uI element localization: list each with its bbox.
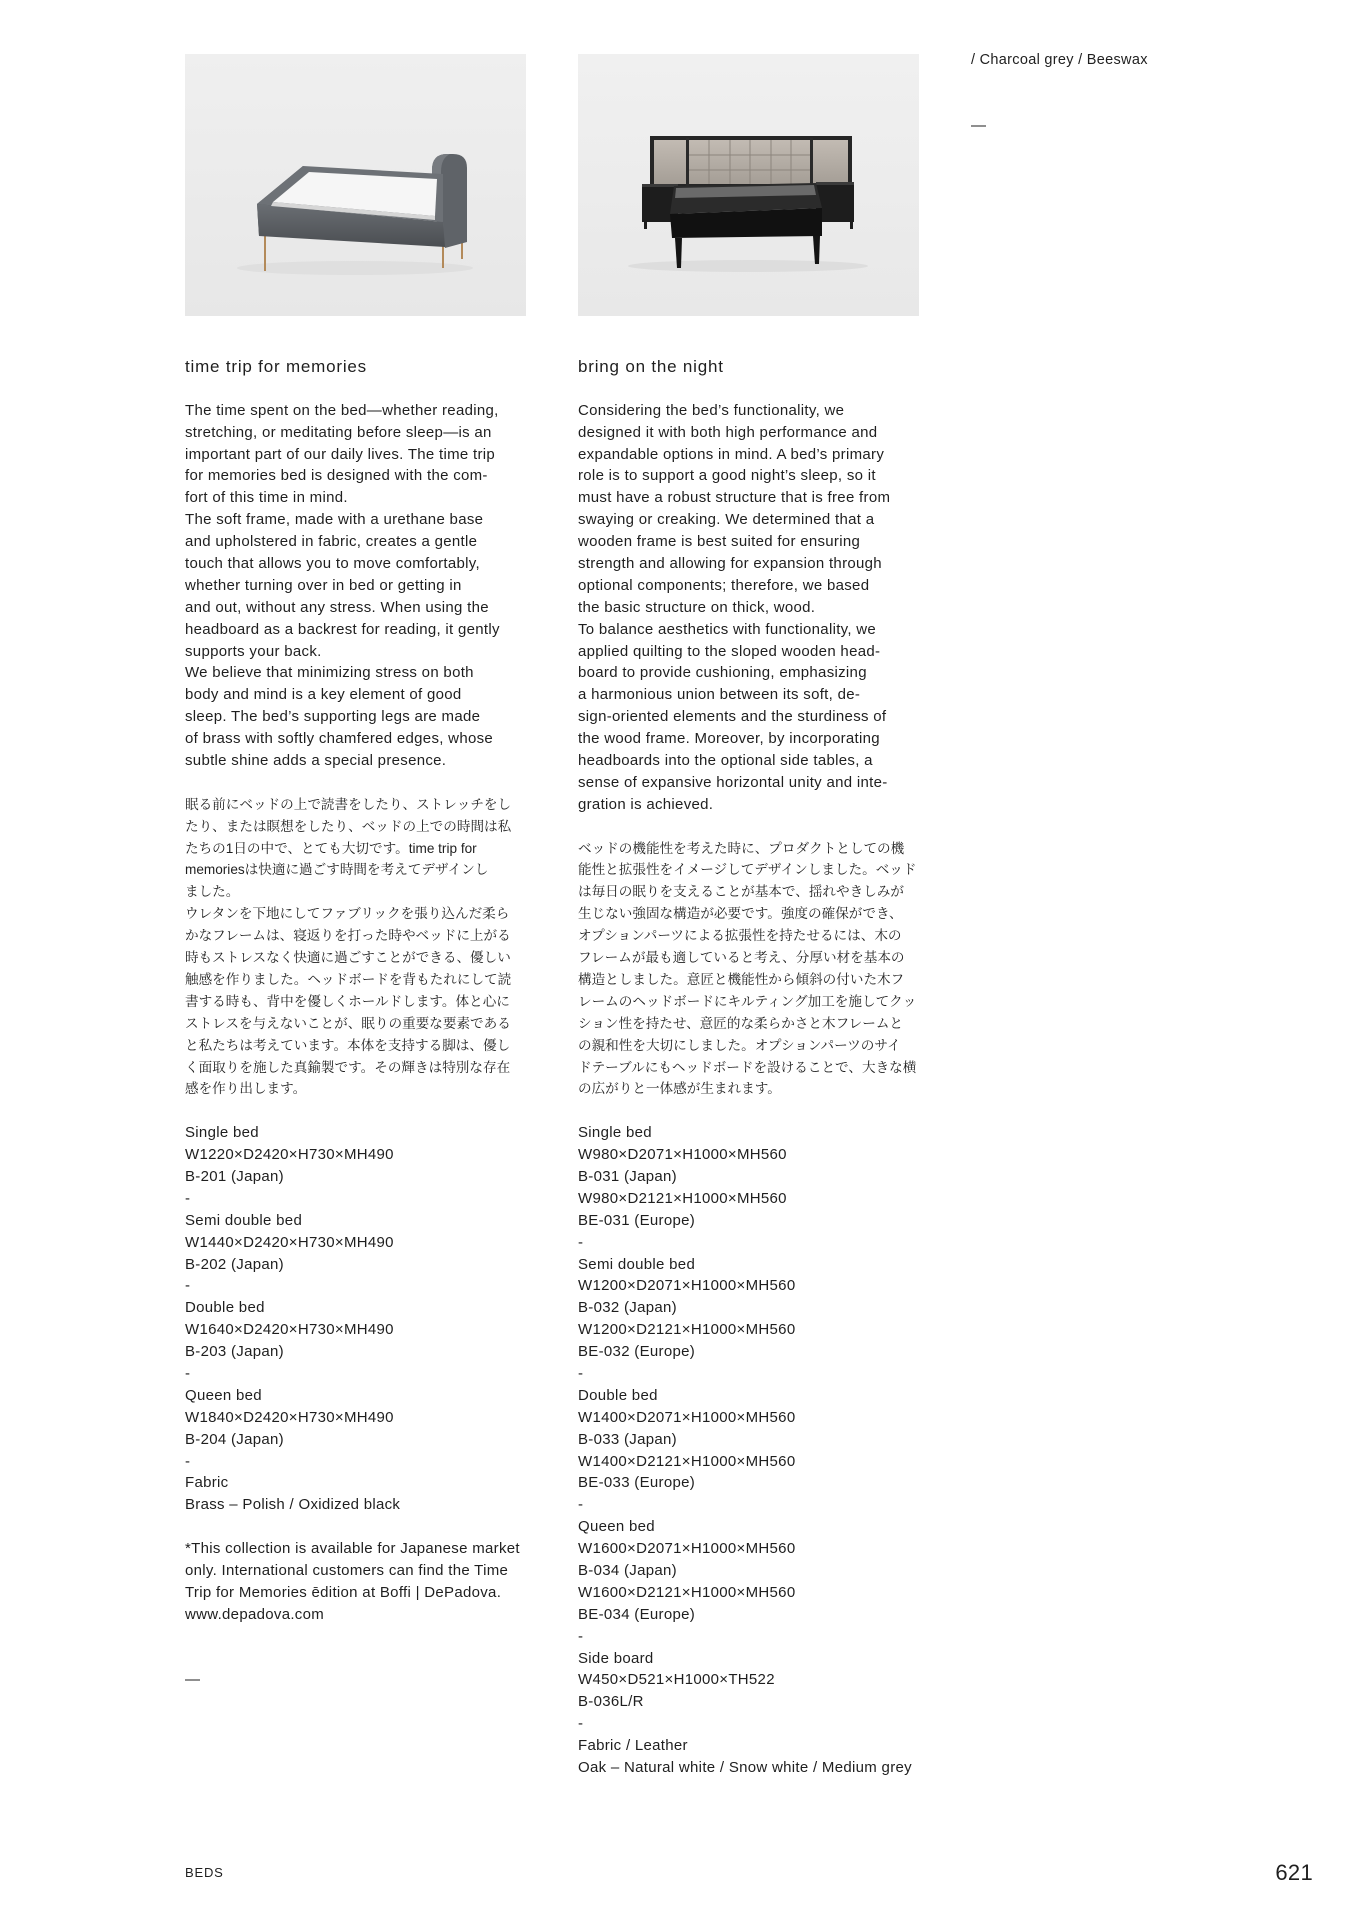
description-line: the wood frame. Moreover, by incorporating: [578, 730, 880, 748]
spec-line: B-036L/R: [578, 1693, 644, 1711]
floor-shadow: [237, 261, 473, 275]
spec-line: B-033 (Japan): [578, 1430, 677, 1448]
description-line: important part of our daily lives. The time trip: [185, 445, 496, 463]
spec-line: Fabric / Leather: [578, 1737, 688, 1755]
description-line-ja: レームのヘッドボードにキルティング加工を施してクッ: [578, 993, 917, 1009]
bed-illustration: [185, 54, 526, 316]
description-line-ja: ベッドの機能性を考えた時に、プロダクトとしての機: [578, 840, 905, 856]
description-line-ja: かなフレームは、寝返りを打った時やベッドに上がる: [185, 928, 511, 944]
color-variants-column: [971, 50, 1301, 138]
description-english: [185, 400, 530, 772]
description-line: To balance aesthetics with functionality, we: [578, 620, 877, 638]
description-japanese: [578, 838, 923, 1101]
description-line: wooden frame is best suited for ensuring: [578, 533, 861, 551]
quilted-headboard: [650, 136, 852, 188]
bed-photo-bring-on-the-night: [578, 54, 919, 316]
description-line: body and mind is a key element of good: [185, 686, 462, 704]
description-line: touch that allows you to move comfortably,: [185, 555, 480, 573]
spec-line: BE-031 (Europe): [578, 1211, 696, 1229]
spec-line: Queen bed: [578, 1518, 655, 1536]
description-line-ja: ストレスを与えないことが、眠りの重要な要素である: [185, 1015, 511, 1031]
spec-line: -: [185, 1452, 191, 1470]
spec-line: B-032 (Japan): [578, 1299, 677, 1317]
description-line: swaying or creaking. We determined that a: [578, 511, 875, 529]
description-line-ja: ウレタンを下地にしてファブリックを張り込んだ柔ら: [185, 906, 510, 922]
spec-line: B-034 (Japan): [578, 1561, 677, 1579]
bed-body: [670, 183, 822, 238]
description-line: the basic structure on thick, wood.: [578, 598, 816, 616]
spec-line: BE-033 (Europe): [578, 1474, 696, 1492]
description-line: expandable options in mind. A bed’s primary: [578, 445, 885, 463]
separator-dash: —: [971, 117, 986, 135]
description-line: sense of expansive horizontal unity and inte-: [578, 773, 888, 791]
description-line: role is to support a good night’s sleep, so it: [578, 467, 876, 485]
spec-line: -: [578, 1496, 584, 1514]
spec-line: W1440×D2420×H730×MH490: [185, 1233, 394, 1251]
description-line-ja: は毎日の眠りを支えることが基本で、揺れやきしみが: [578, 884, 904, 900]
spec-line: W1840×D2420×H730×MH490: [185, 1408, 394, 1426]
description-line: sleep. The bed’s supporting legs are made: [185, 708, 481, 726]
description-line-ja: 書する時も、背中を優しくホールドします。体と心に: [185, 993, 510, 1009]
product-title: bring on the night: [578, 357, 724, 376]
description-line-ja: memoriesは快適に過ごす時間を考えてデザインし: [185, 862, 489, 878]
spec-line: Double bed: [185, 1299, 265, 1317]
description-line: Considering the bed’s functionality, we: [578, 401, 845, 419]
spec-line: W980×D2121×H1000×MH560: [578, 1189, 787, 1207]
description-line: and out, without any stress. When using the: [185, 598, 489, 616]
color-variants-label: / Charcoal grey / Beeswax: [971, 51, 1148, 68]
spec-line: -: [185, 1189, 191, 1207]
description-line: designed it with both high performance and: [578, 423, 878, 441]
description-line-ja: ドテーブルにもヘッドボードを設けることで、大きな横: [578, 1059, 917, 1075]
spec-line: Double bed: [578, 1386, 658, 1404]
spec-line: Oak – Natural white / Snow white / Medium grey: [578, 1759, 912, 1776]
spec-list: [578, 1122, 923, 1779]
description-line: applied quilting to the sloped wooden head-: [578, 642, 881, 660]
spec-line: Single bed: [578, 1124, 652, 1142]
description-line: headboards into the optional side tables, a: [578, 752, 873, 770]
page-number: 621: [1275, 1860, 1313, 1885]
spec-line: W1220×D2420×H730×MH490: [185, 1146, 394, 1164]
spec-line: -: [578, 1364, 584, 1382]
note-line: Trip for Memories ēdition at Boffi | DePadova.: [185, 1583, 502, 1601]
description-line: supports your back.: [185, 642, 322, 660]
description-line: The soft frame, made with a urethane base: [185, 511, 484, 529]
spec-line: -: [578, 1233, 584, 1251]
description-line-ja: 構造としました。意匠と機能性から傾斜の付いた木フ: [578, 971, 905, 987]
description-line: stretching, or meditating before sleep—is an: [185, 423, 492, 441]
spec-line: BE-034 (Europe): [578, 1605, 696, 1623]
spec-line: Single bed: [185, 1124, 259, 1142]
description-line: gration is achieved.: [578, 795, 714, 813]
description-line-ja: の親和性を大切にしました。オプションパーツのサイ: [578, 1037, 901, 1053]
spec-line: W980×D2071×H1000×MH560: [578, 1146, 787, 1164]
description-line-ja: く面取りを施した真鍮製です。その輝きは特別な存在: [185, 1059, 511, 1075]
description-line-ja: 時もストレスなく快適に過ごすことができる、優しい: [185, 950, 511, 966]
spec-line: -: [578, 1627, 584, 1645]
floor-shadow: [628, 260, 868, 272]
spec-line: B-204 (Japan): [185, 1430, 284, 1448]
description-line-ja: 能性と拡張性をイメージしてデザインしました。ベッド: [578, 862, 917, 878]
description-line: optional components; therefore, we based: [578, 576, 870, 594]
description-line-ja: 感を作り出します。: [185, 1081, 307, 1097]
spec-line: BE-032 (Europe): [578, 1343, 696, 1361]
spec-line: -: [578, 1715, 584, 1733]
spec-line: Side board: [578, 1649, 654, 1667]
description-line-ja: の広がりと一体感が生まれます。: [578, 1081, 781, 1097]
description-line: of brass with softly chamfered edges, whose: [185, 730, 494, 748]
description-line-ja: たり、または瞑想をしたり、ベッドの上での時間は私: [185, 818, 512, 834]
separator-dash: —: [185, 1671, 200, 1689]
spec-line: -: [185, 1364, 191, 1382]
description-line-ja: ション性を持たせ、意匠的な柔らかさと木フレームと: [578, 1015, 904, 1031]
description-line: must have a robust structure that is free from: [578, 489, 891, 507]
description-line: whether turning over in bed or getting in: [185, 576, 462, 594]
product-column-time-trip-for-memories: [185, 356, 530, 1691]
description-line-ja: 触感を作りました。ヘッドボードを背もたれにして読: [185, 971, 512, 987]
description-english: [578, 400, 923, 816]
spec-line: Semi double bed: [185, 1211, 303, 1229]
spec-line: Queen bed: [185, 1386, 262, 1404]
spec-line: W450×D521×H1000×TH522: [578, 1671, 775, 1689]
description-line: a harmonious union between its soft, de-: [578, 686, 861, 704]
spec-line: Fabric: [185, 1474, 229, 1492]
spec-line: Brass – Polish / Oxidized black: [185, 1496, 401, 1514]
note-line: www.depadova.com: [185, 1605, 325, 1623]
spec-list: [185, 1122, 530, 1516]
description-line: subtle shine adds a special presence.: [185, 752, 447, 770]
description-japanese: [185, 794, 530, 1100]
description-line: and upholstered in fabric, creates a gentle: [185, 533, 478, 551]
spec-line: W1600×D2071×H1000×MH560: [578, 1540, 796, 1558]
description-line: We believe that minimizing stress on both: [185, 664, 474, 682]
description-line: The time spent on the bed—whether reading,: [185, 401, 499, 419]
description-line-ja: 眠る前にベッドの上で読書をしたり、ストレッチをし: [185, 796, 512, 812]
spec-line: W1640×D2420×H730×MH490: [185, 1321, 394, 1339]
spec-line: B-031 (Japan): [578, 1167, 677, 1185]
description-line-ja: フレームが最も適していると考え、分厚い材を基本の: [578, 950, 905, 966]
spec-line: Semi double bed: [578, 1255, 696, 1273]
product-column-bring-on-the-night: [578, 356, 923, 1779]
spec-line: W1200×D2121×H1000×MH560: [578, 1321, 796, 1339]
spec-line: -: [185, 1277, 191, 1295]
description-line: fort of this time in mind.: [185, 489, 348, 507]
spec-line: B-203 (Japan): [185, 1343, 284, 1361]
spec-line: W1600×D2121×H1000×MH560: [578, 1583, 796, 1601]
spec-line: W1400×D2071×H1000×MH560: [578, 1408, 796, 1426]
spec-line: W1200×D2071×H1000×MH560: [578, 1277, 796, 1295]
spec-line: B-201 (Japan): [185, 1167, 284, 1185]
bed-illustration: [578, 54, 919, 316]
spec-line: W1400×D2121×H1000×MH560: [578, 1452, 796, 1470]
note-line: *This collection is available for Japanese market: [185, 1540, 520, 1558]
description-line: headboard as a backrest for reading, it gently: [185, 620, 500, 638]
note-line: only. International customers can find the Time: [185, 1561, 509, 1579]
section-label: BEDS: [185, 1865, 224, 1880]
bed-photo-time-trip-for-memories: [185, 54, 526, 316]
product-title: time trip for memories: [185, 357, 367, 376]
description-line: for memories bed is designed with the com-: [185, 467, 488, 485]
description-line: strength and allowing for expansion through: [578, 555, 882, 573]
description-line: sign-oriented elements and the sturdiness of: [578, 708, 887, 726]
description-line-ja: たちの1日の中で、とても大切です。time trip for: [185, 840, 477, 856]
description-line-ja: 生じない強固な構造が必要です。強度の確保ができ、: [578, 906, 903, 922]
description-line-ja: オプションパーツによる拡張性を持たせるには、木の: [578, 928, 902, 944]
description-line-ja: ました。: [185, 884, 240, 900]
availability-note: [185, 1538, 530, 1626]
description-line: board to provide cushioning, emphasizing: [578, 664, 867, 682]
description-line-ja: と私たちは考えています。本体を支持する脚は、優し: [185, 1037, 511, 1053]
spec-line: B-202 (Japan): [185, 1255, 284, 1273]
